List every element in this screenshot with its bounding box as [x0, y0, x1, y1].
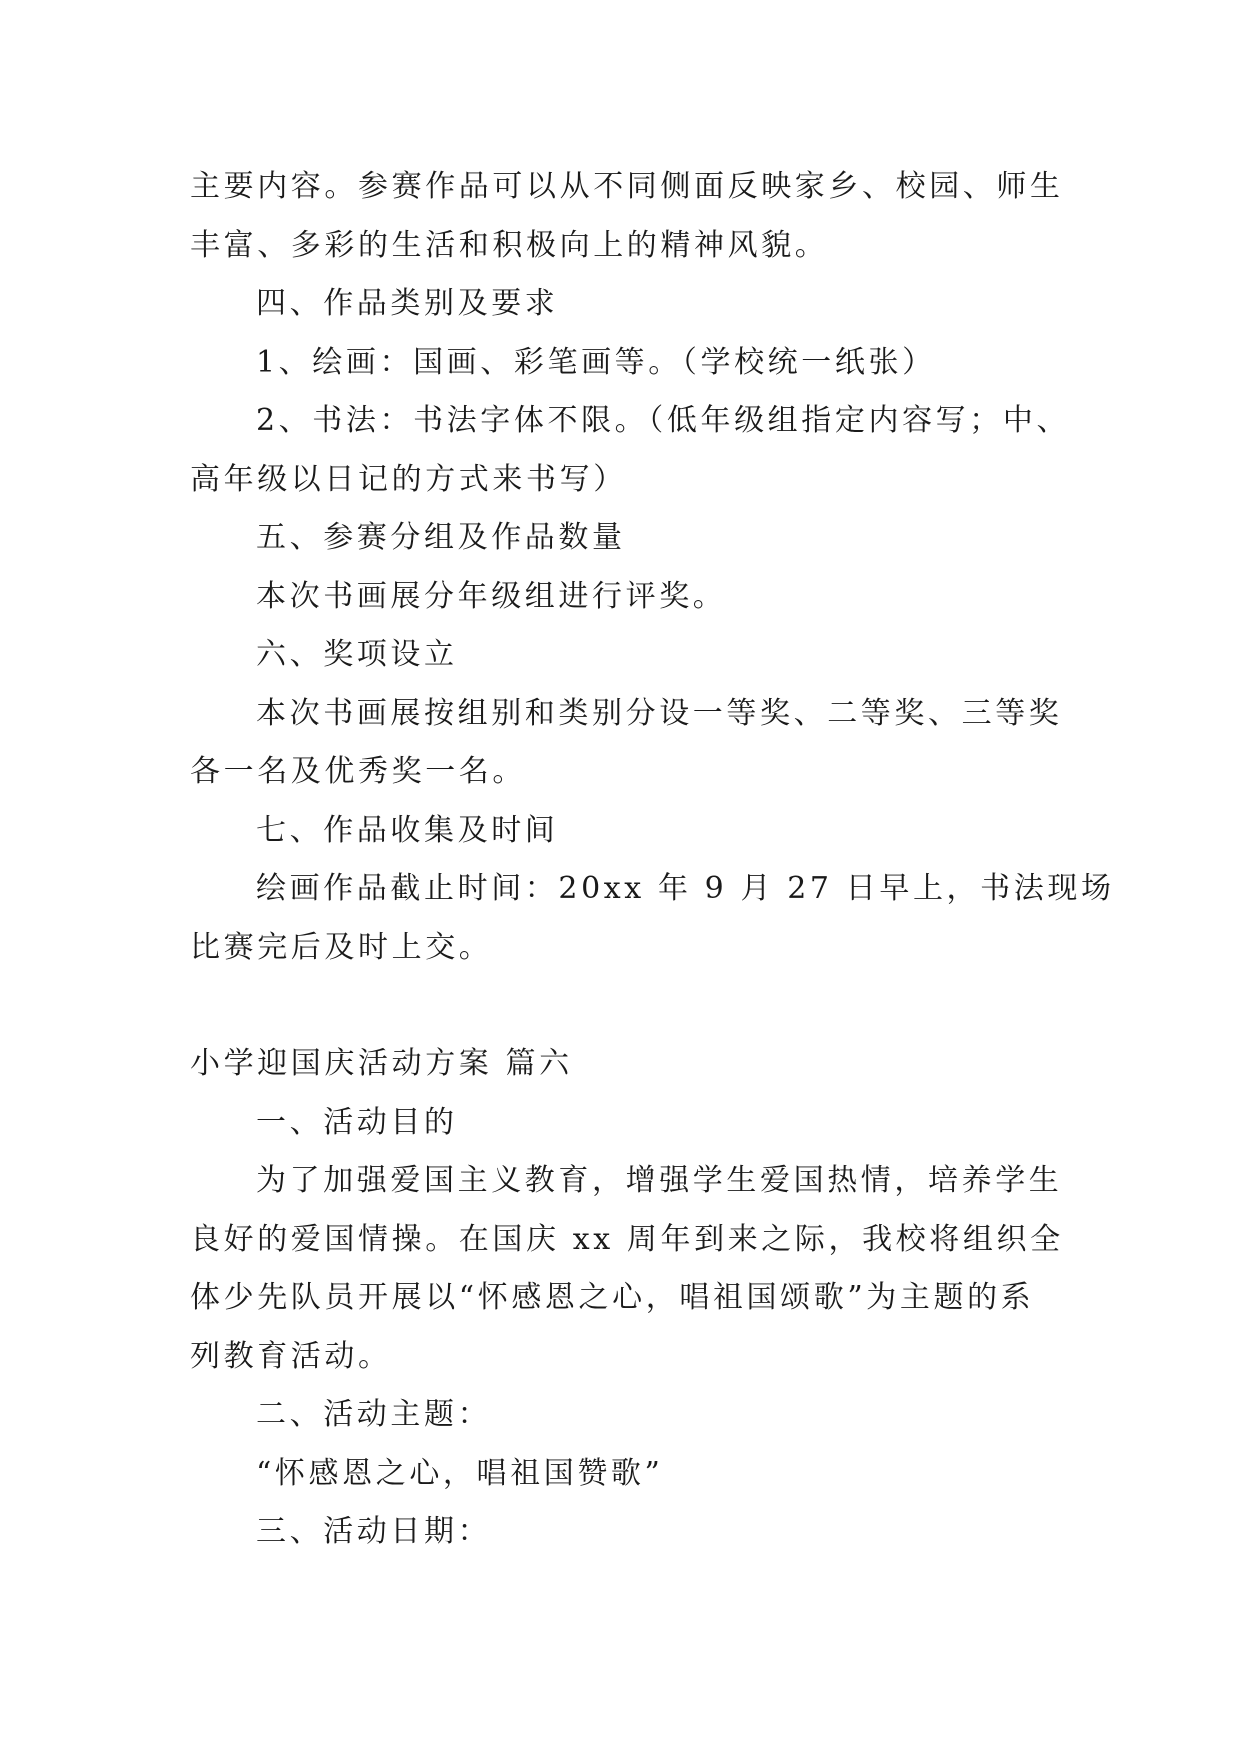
paragraph-line: 丰富、多彩的生活和积极向上的精神风貌。 [190, 227, 829, 263]
paragraph-line: 良好的爱国情操。在国庆 xx 周年到来之际，我校将组织全 [190, 1221, 1064, 1257]
paragraph-line: 高年级以日记的方式来书写） [190, 461, 627, 497]
paragraph-line: 本次书画展分年级组进行评奖。 [256, 578, 727, 614]
section-heading: 七、作品收集及时间 [256, 812, 559, 848]
paragraph-line: 主要内容。参赛作品可以从不同侧面反映家乡、校园、师生 [190, 169, 1064, 204]
list-item: 1、绘画：国画、彩笔画等。（学校统一纸张） [256, 344, 936, 380]
section-heading: 一、活动目的 [256, 1104, 458, 1140]
section-heading: 三、活动日期： [256, 1514, 492, 1549]
paragraph-line: “怀感恩之心，唱祖国赞歌” [256, 1455, 664, 1491]
paragraph-line: 绘画作品截止时间：20xx 年 9 月 27 日早上，书法现场 [256, 871, 1115, 906]
section-heading: 二、活动主题： [256, 1397, 492, 1432]
paragraph-line: 为了加强爱国主义教育，增强学生爱国热情，培养学生 [256, 1163, 1063, 1198]
section-heading: 六、奖项设立 [256, 637, 458, 672]
section-heading: 四、作品类别及要求 [256, 286, 559, 321]
section-gap [190, 977, 1060, 1035]
document-title: 小学迎国庆活动方案 篇六 [190, 1046, 573, 1081]
document-page [190, 158, 1115, 1562]
section-heading: 五、参赛分组及作品数量 [256, 520, 626, 555]
paragraph-line: 比赛完后及时上交。 [190, 929, 493, 965]
list-item: 2、书法：书法字体不限。（低年级组指定内容写；中、 [256, 403, 1071, 438]
paragraph-line: 体少先队员开展以“怀感恩之心，唱祖国颂歌”为主题的系 [190, 1280, 1035, 1315]
paragraph-line: 本次书画展按组别和类别分设一等奖、二等奖、三等奖 [256, 695, 1063, 731]
paragraph-line: 列教育活动。 [190, 1338, 392, 1374]
paragraph-line: 各一名及优秀奖一名。 [190, 754, 526, 789]
